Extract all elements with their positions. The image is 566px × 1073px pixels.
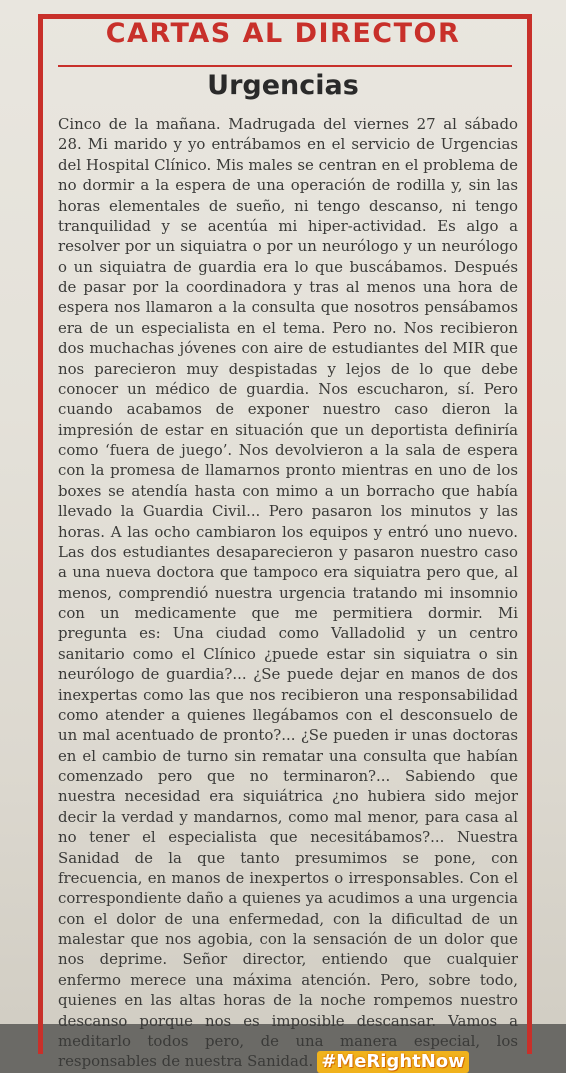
title-divider [58,65,512,67]
hashtag-sticker: #MeRightNow [317,1051,469,1073]
letter-body-text: Cinco de la mañana. Madrugada del viernes 27 al sábado 28. Mi marido y yo entrábamos en el servicio de Urgencias del Hospital Clínico. Mis males se centran en el problema de no dormir a la espera de una operación de rodilla y, sin las horas elementales de sueño, ni tengo descanso, ni tengo tranquilidad y se acentúa mi hiper-actividad. Es algo a resolver por un siquiatra o por un neurólogo y un neurólogo o un siquiatra de guardia era lo que buscábamos. Después de pasar por la coordinadora y tras al menos una hora de espera nos llamaron a la consulta que nosotros pensábamos era de un especialista en el tema. Pero no. Nos recibieron dos muchachas jóvenes con aire de estudiantes del MIR que nos parecieron muy despistadas y lejos de lo que debe conocer un médico de guardia. Nos escucharon, sí. Pero cuando acabamos de exponer nuestro caso dieron la impresión de estar en situación que un deportista definiría como ‘fuera de juego’. Nos devolvieron a la sala de espera con la promesa de llamarnos pronto mientras en uno de los boxes se atendía hasta con mimo a un borracho que había llevado la Guardia Civil... Pero pasaron los minutos y las horas. A las ocho cambiaron los equipos y entró uno nuevo. Las dos estudiantes desaparecieron y pasaron nuestro caso a una nueva doctora que tampoco era siquiatra pero que, al menos, comprendió nuestra urgencia tratando mi insomnio con un medicamente que me permitiera dormir. Mi pregunta es: Una ciudad como Valladolid y un centro sanitario como el Clínico ¿puede estar sin siquiatra o sin neurólogo de guardia?... ¿Se puede dejar en manos de dos inexpertas como las que nos recibieron una responsabilidad como atender a quienes llegábamos con el desconsuelo de un mal acentuado de pronto?... ¿Se pueden ir unas doctoras en el cambio de turno sin rematar una consulta que habían comenzado pero que no terminaron?... Sabiendo que nuestra necesidad era siquiátrica ¿no hubiera sido mejor decir la verdad y mandarnos, como mal menor, para casa al no tener el especialista que necesitábamos?... Nuestra Sanidad de la que tanto presumimos se pone, con frecuencia, en manos de inexpertos o irresponsables. Con el correspondiente daño a quienes ya acudimos a una urgencia con el dolor de una enfermedad, con la dificultad de un malestar que nos agobia, con la sensación de un dolor que nos deprime. Señor director, entiendo que cualquier enfermo merece una máxima atención. Pero, sobre todo, quienes en las altas horas de la noche rompemos nuestro descanso porque nos es imposible descansar. Vamos a meditarlo todos pero, de una manera especial, los responsables de nuestra Sanidad. [58,115,518,1071]
letter-headline: Urgencias [207,70,359,101]
letter-body [58,114,518,1073]
section-title: CARTAS AL DIRECTOR [105,18,461,49]
